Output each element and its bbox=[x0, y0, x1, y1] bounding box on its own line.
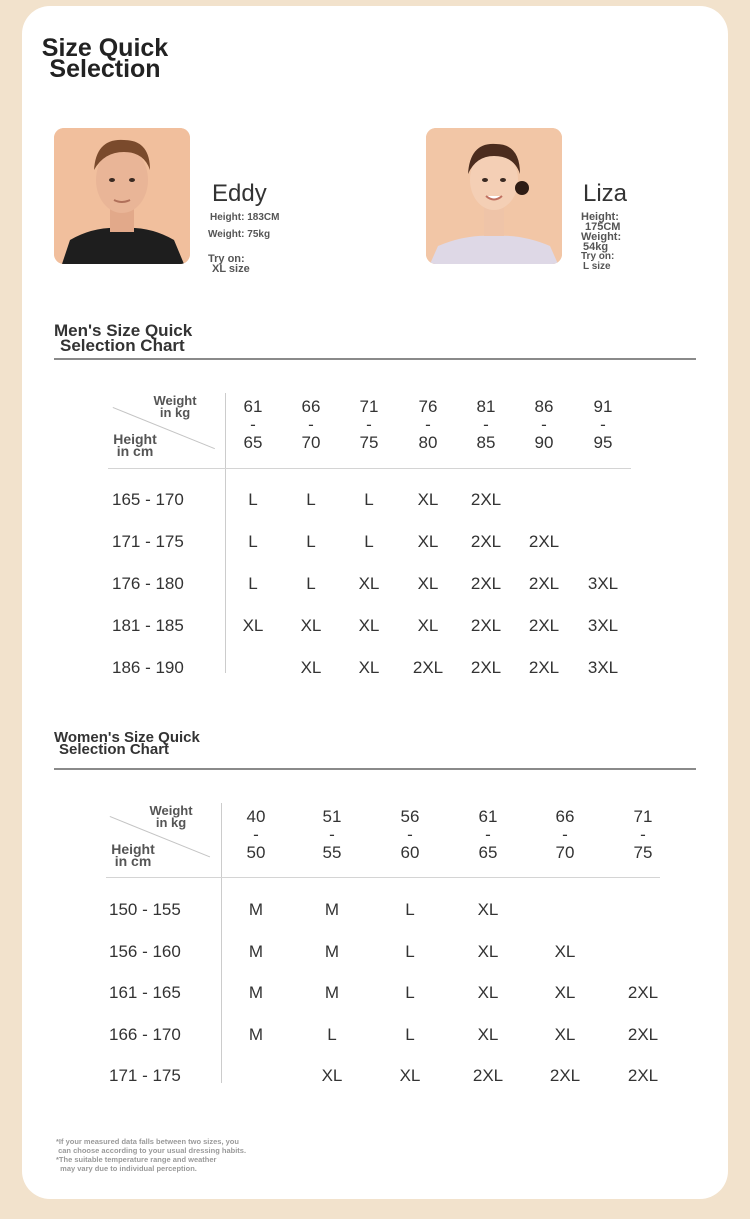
womens-weight-range-from: 56 bbox=[400, 807, 420, 826]
womens-size-cell: XL bbox=[399, 1066, 421, 1085]
mens-size-cell: 2XL bbox=[470, 532, 502, 551]
page-title bbox=[30, 34, 180, 83]
womens-height-range-row-4: 166 - 170 bbox=[109, 1024, 181, 1044]
mens-size-cell: 2XL bbox=[470, 658, 502, 677]
liza-try-on-size: L size bbox=[583, 261, 611, 272]
womens-weight-range-column-3 bbox=[385, 808, 435, 862]
mens-height-label-line-1: Height bbox=[113, 431, 157, 447]
mens-weight-range-dash: - bbox=[425, 415, 431, 434]
mens-height-axis-label bbox=[108, 433, 162, 457]
womens-height-range-row-1: 150 - 155 bbox=[109, 900, 181, 919]
womens-weight-range-dash: - bbox=[253, 825, 259, 844]
womens-weight-range-to: 60 bbox=[400, 843, 420, 862]
womens-weight-range-to: 65 bbox=[478, 843, 498, 862]
mens-weight-range-column-4 bbox=[403, 398, 453, 452]
mens-size-cell: 3XL bbox=[587, 616, 619, 635]
mens-weight-range-from: 76 bbox=[418, 397, 438, 416]
liza-weight-value: 54kg bbox=[583, 241, 609, 253]
mens-size-cell: XL bbox=[242, 616, 264, 635]
womens-weight-range-column-2 bbox=[307, 808, 357, 862]
womens-weight-range-dash: - bbox=[640, 825, 646, 844]
page-title-line-1: Size Quick bbox=[41, 34, 169, 62]
mens-weight-range-from: 71 bbox=[359, 397, 379, 416]
mens-size-cell: XL bbox=[358, 658, 380, 677]
womens-weight-range-dash: - bbox=[562, 825, 568, 844]
mens-size-cell: XL bbox=[417, 490, 439, 509]
mens-header-rule bbox=[108, 468, 631, 469]
mens-weight-range-to: 70 bbox=[301, 433, 321, 452]
womens-weight-range-to: 50 bbox=[246, 843, 266, 862]
womens-weight-range-column-4 bbox=[463, 808, 513, 862]
mens-weight-range-to: 80 bbox=[418, 433, 438, 452]
mens-size-cell: L bbox=[364, 490, 374, 509]
womens-title-rule bbox=[54, 768, 696, 770]
mens-weight-range-dash: - bbox=[541, 415, 547, 434]
womens-height-axis-label bbox=[106, 843, 160, 867]
mens-chart-title-line-2: Selection Chart bbox=[60, 336, 185, 355]
womens-size-cell: M bbox=[324, 983, 340, 1002]
womens-size-cell: L bbox=[405, 900, 415, 919]
mens-weight-range-to: 95 bbox=[593, 433, 613, 452]
footnote-line-2: can choose according to your usual dressing habits. bbox=[56, 1146, 247, 1155]
footnote-line-4: may vary due to individual perception. bbox=[56, 1164, 197, 1173]
womens-height-label-line-2: in cm bbox=[114, 853, 152, 869]
womens-weight-range-to: 70 bbox=[555, 843, 575, 862]
womens-height-range-row-2: 156 - 160 bbox=[109, 941, 181, 961]
mens-size-cell: 2XL bbox=[470, 616, 502, 635]
mens-weight-range-to: 75 bbox=[359, 433, 379, 452]
mens-size-cell: 3XL bbox=[587, 574, 619, 593]
womens-weight-range-column-1 bbox=[231, 808, 281, 862]
mens-weight-label-line-1: Weight bbox=[153, 393, 197, 408]
mens-weight-range-column-7 bbox=[578, 398, 628, 452]
womens-size-cell: L bbox=[405, 941, 415, 961]
womens-size-cell: 2XL bbox=[627, 1066, 659, 1085]
womens-size-cell: XL bbox=[477, 1024, 499, 1044]
mens-weight-range-dash: - bbox=[308, 415, 314, 434]
mens-size-cell: XL bbox=[417, 574, 439, 593]
mens-weight-range-column-5 bbox=[461, 398, 511, 452]
mens-height-range-row-2: 171 - 175 bbox=[112, 532, 184, 551]
womens-chart-title-line-2: Selection Chart bbox=[59, 741, 170, 758]
mens-size-cell: 2XL bbox=[528, 616, 560, 635]
womens-size-cell: XL bbox=[477, 983, 499, 1002]
mens-size-cell: L bbox=[248, 532, 258, 551]
eddy-name: Eddy bbox=[212, 180, 267, 207]
mens-size-cell: 2XL bbox=[412, 658, 444, 677]
mens-height-range-row-1: 165 - 170 bbox=[112, 490, 184, 509]
mens-weight-range-to: 85 bbox=[476, 433, 496, 452]
mens-size-cell: XL bbox=[300, 616, 322, 635]
mens-size-cell: L bbox=[306, 574, 316, 593]
mens-weight-range-from: 81 bbox=[476, 397, 496, 416]
womens-weight-label-line-2: in kg bbox=[155, 815, 187, 830]
womens-size-cell: 2XL bbox=[472, 1066, 504, 1085]
womens-weight-range-dash: - bbox=[407, 825, 413, 844]
womens-header-rule bbox=[106, 877, 660, 878]
womens-size-cell: XL bbox=[477, 900, 499, 919]
womens-weight-label-line-1: Weight bbox=[149, 803, 193, 818]
mens-weight-range-to: 65 bbox=[243, 433, 263, 452]
womens-size-cell: XL bbox=[321, 1066, 343, 1085]
womens-weight-range-column-6 bbox=[618, 808, 668, 862]
mens-size-cell: XL bbox=[358, 574, 380, 593]
womens-weight-range-dash: - bbox=[329, 825, 335, 844]
womens-height-range-row-5: 171 - 175 bbox=[109, 1066, 181, 1085]
womens-size-cell: XL bbox=[554, 1024, 576, 1044]
mens-weight-range-dash: - bbox=[600, 415, 606, 434]
womens-size-cell: XL bbox=[554, 941, 576, 961]
mens-weight-range-dash: - bbox=[366, 415, 372, 434]
womens-weight-axis-label bbox=[144, 805, 198, 829]
mens-weight-range-column-3 bbox=[344, 398, 394, 452]
womens-weight-range-from: 40 bbox=[246, 807, 266, 826]
footnote bbox=[56, 1137, 316, 1173]
mens-size-cell: 2XL bbox=[470, 574, 502, 593]
liza-photo bbox=[426, 128, 562, 264]
womens-weight-range-to: 55 bbox=[322, 843, 342, 862]
womens-size-cell: L bbox=[327, 1024, 337, 1044]
womens-weight-range-from: 66 bbox=[555, 807, 575, 826]
womens-size-cell: XL bbox=[477, 941, 499, 961]
mens-size-cell: L bbox=[248, 574, 258, 593]
female-model-illustration bbox=[426, 128, 562, 264]
womens-size-cell: L bbox=[405, 1024, 415, 1044]
mens-weight-range-dash: - bbox=[250, 415, 256, 434]
mens-size-cell: 3XL bbox=[587, 658, 619, 677]
liza-height-label: Height: bbox=[581, 211, 619, 223]
mens-size-cell: 2XL bbox=[470, 490, 502, 509]
womens-size-cell: XL bbox=[554, 983, 576, 1002]
page-title-line-2: Selection bbox=[49, 55, 161, 83]
mens-weight-label-line-2: in kg bbox=[159, 405, 191, 420]
womens-header-divider bbox=[221, 803, 222, 1083]
mens-weight-range-from: 86 bbox=[534, 397, 554, 416]
mens-chart-title-line-1: Men's Size Quick bbox=[54, 321, 193, 340]
womens-weight-range-from: 71 bbox=[633, 807, 653, 826]
liza-try-on-label: Try on: bbox=[581, 251, 615, 262]
mens-size-cell: XL bbox=[300, 658, 322, 677]
liza-weight-label: Weight: bbox=[581, 231, 622, 243]
womens-weight-range-dash: - bbox=[485, 825, 491, 844]
eddy-try-on-label: Try on: bbox=[208, 253, 245, 265]
mens-weight-range-dash: - bbox=[483, 415, 489, 434]
womens-size-cell: M bbox=[248, 900, 264, 919]
womens-size-cell: 2XL bbox=[627, 983, 659, 1002]
mens-weight-axis-label bbox=[148, 395, 202, 419]
womens-weight-range-to: 75 bbox=[633, 843, 653, 862]
mens-chart-title bbox=[54, 323, 192, 353]
womens-size-cell: M bbox=[324, 941, 340, 961]
eddy-try-on-size: XL size bbox=[212, 263, 250, 275]
footnote-line-1: *If your measured data falls between two sizes, you bbox=[56, 1137, 239, 1146]
liza-height-value: 175CM bbox=[585, 221, 621, 233]
mens-weight-range-from: 66 bbox=[301, 397, 321, 416]
footnote-line-3: *The suitable temperature range and weather bbox=[56, 1155, 217, 1164]
mens-weight-range-column-1 bbox=[228, 398, 278, 452]
eddy-photo bbox=[54, 128, 190, 264]
womens-size-cell: M bbox=[248, 983, 264, 1002]
eddy-height: Height: 183CM bbox=[210, 212, 280, 223]
mens-height-label-line-2: in cm bbox=[116, 443, 154, 459]
mens-height-range-row-3: 176 - 180 bbox=[112, 574, 184, 593]
womens-height-label-line-1: Height bbox=[111, 841, 155, 857]
mens-size-cell: XL bbox=[417, 616, 439, 635]
mens-weight-range-column-2 bbox=[286, 398, 336, 452]
womens-size-cell: 2XL bbox=[627, 1024, 659, 1044]
mens-size-cell: L bbox=[364, 532, 374, 551]
womens-chart-title bbox=[54, 730, 200, 757]
womens-size-cell: M bbox=[324, 900, 340, 919]
male-model-illustration bbox=[54, 128, 190, 264]
mens-size-cell: L bbox=[306, 490, 316, 509]
mens-size-cell: XL bbox=[417, 532, 439, 551]
mens-size-cell: L bbox=[306, 532, 316, 551]
mens-height-range-row-5: 186 - 190 bbox=[112, 658, 184, 677]
womens-weight-range-from: 51 bbox=[322, 807, 342, 826]
mens-weight-range-from: 91 bbox=[593, 397, 613, 416]
mens-size-cell: L bbox=[248, 490, 258, 509]
womens-height-range-row-3: 161 - 165 bbox=[109, 983, 181, 1002]
mens-weight-range-to: 90 bbox=[534, 433, 554, 452]
mens-weight-range-from: 61 bbox=[243, 397, 263, 416]
womens-size-cell: M bbox=[248, 1024, 264, 1044]
liza-name: Liza bbox=[583, 180, 628, 207]
womens-size-cell: M bbox=[248, 941, 264, 961]
mens-size-cell: 2XL bbox=[528, 658, 560, 677]
eddy-weight: Weight: 75kg bbox=[208, 229, 271, 240]
mens-weight-range-column-6 bbox=[519, 398, 569, 452]
womens-size-cell: 2XL bbox=[549, 1066, 581, 1085]
womens-chart-title-line-1: Women's Size Quick bbox=[54, 729, 200, 746]
mens-title-rule bbox=[54, 358, 696, 360]
womens-weight-range-column-5 bbox=[540, 808, 590, 862]
mens-size-cell: 2XL bbox=[528, 532, 560, 551]
mens-size-cell: XL bbox=[358, 616, 380, 635]
mens-size-cell: 2XL bbox=[528, 574, 560, 593]
womens-weight-range-from: 61 bbox=[478, 807, 498, 826]
womens-size-cell: L bbox=[405, 983, 415, 1002]
mens-height-range-row-4: 181 - 185 bbox=[112, 616, 184, 635]
